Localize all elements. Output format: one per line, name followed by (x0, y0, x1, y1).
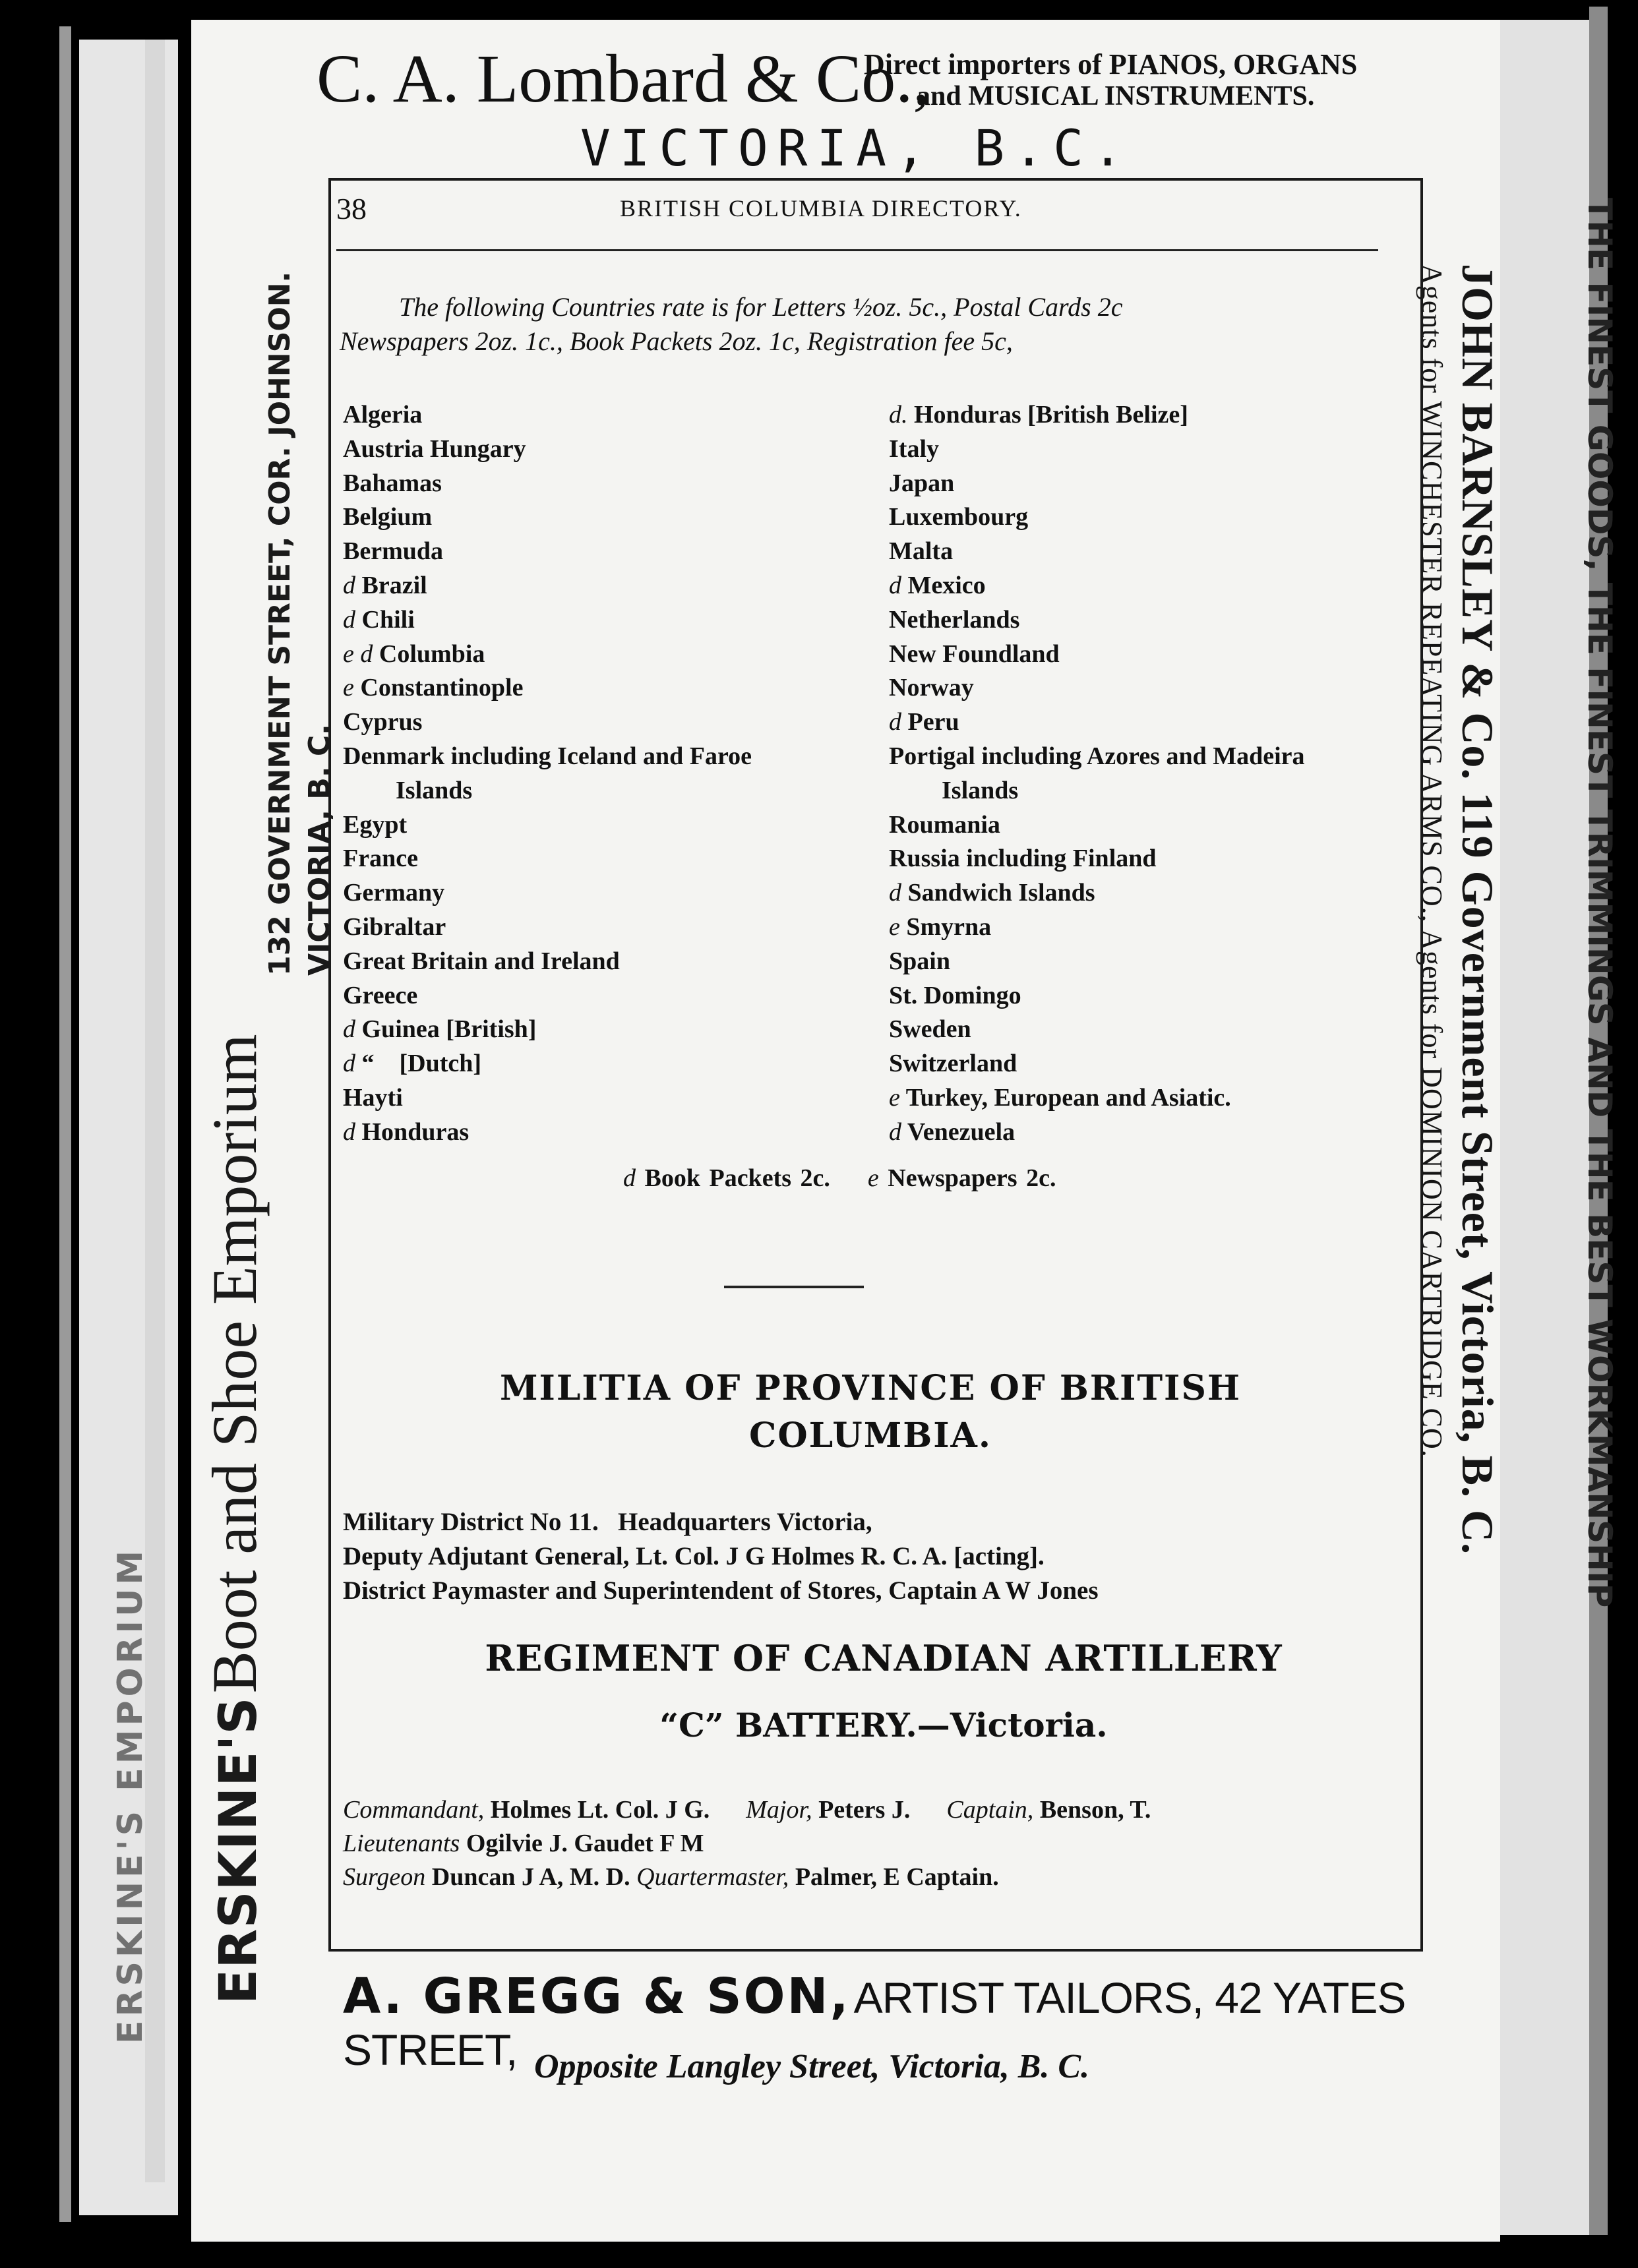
country-entry (343, 569, 884, 603)
country-name: Bahamas (343, 469, 442, 497)
country-name: Luxembourg (889, 503, 1029, 531)
country-name: “ [Dutch] (361, 1050, 482, 1078)
country-name: Germany (343, 879, 445, 907)
gregg-address: Opposite Langley Street, Victoria, B. C. (534, 2048, 1090, 2085)
country-name: Venezuela (907, 1118, 1016, 1146)
country-name: Turkey, European and Asiatic. (905, 1083, 1231, 1112)
country-name: Honduras [British Belize] (914, 401, 1188, 429)
country-name: Denmark including Iceland and Faroe (343, 742, 752, 770)
country-entry (889, 945, 1403, 979)
postal-intro-line2: Newspapers 2oz. 1c., Book Packets 2oz. 1c, Registration fee 5c, (340, 326, 1013, 356)
country-entry (343, 876, 884, 910)
captain-name: Benson, T. (1039, 1796, 1151, 1824)
left-outer-spine-text: ERSKINE'S EMPORIUM (111, 1546, 150, 2044)
gregg-advertisement (343, 1968, 1477, 2085)
country-rate-mark: d. (889, 401, 908, 429)
militia-line3: District Paymaster and Superintendent of Stores, Captain A W Jones (343, 1576, 1099, 1605)
country-name: Egypt (343, 810, 408, 839)
country-rate-mark: d (889, 708, 901, 736)
footnote-d-mark: d (623, 1164, 636, 1192)
erskine-address (260, 272, 340, 976)
erskine-address-line1: 132 GOVERNMENT STREET, COR. JOHNSON. (263, 271, 297, 976)
quartermaster-role: Quartermaster, (636, 1863, 789, 1891)
country-entry (343, 945, 884, 979)
country-entry (343, 500, 884, 535)
country-name: Greece (343, 981, 418, 1009)
country-entry (889, 433, 1403, 467)
victoria-header: VICTORIA, B.C. (580, 119, 1132, 177)
header-rule (336, 249, 1378, 251)
erskine-emporium: Boot and Shoe Emporium (199, 1034, 270, 1694)
country-rate-mark: d (343, 1118, 355, 1146)
country-entry (343, 433, 884, 467)
country-name: Constantinople (360, 674, 524, 702)
country-name: Sandwich Islands (907, 879, 1095, 907)
country-name: Islands (942, 776, 1019, 804)
country-entry (889, 535, 1403, 569)
country-entry (343, 638, 884, 672)
country-name: Gibraltar (343, 912, 446, 941)
major-role: Major, (746, 1796, 812, 1824)
country-name: Smyrna (906, 912, 992, 941)
footnote-e-text: Newspapers 2c. (888, 1164, 1056, 1192)
militia-line1: Military District No 11. Headquarters Victoria, (343, 1508, 872, 1536)
book-edge-right (1497, 20, 1589, 2235)
country-name: France (343, 845, 418, 873)
country-entry (889, 603, 1403, 638)
gregg-name: A. GREGG & SON, (343, 1968, 851, 2025)
country-name: Mexico (907, 571, 986, 599)
country-entry (343, 467, 884, 501)
lombard-line1: Direct importers of PIANOS, ORGANS (864, 48, 1358, 80)
country-entry (343, 910, 884, 945)
country-name: Malta (889, 537, 954, 566)
lieutenants-role: Lieutenants (343, 1830, 460, 1857)
country-name: Italy (889, 434, 939, 463)
lombard-advertisement (317, 40, 1490, 119)
country-name: Bermuda (343, 537, 443, 566)
country-entry (343, 398, 884, 433)
country-name: Hayti (343, 1083, 403, 1112)
country-entry (889, 398, 1403, 433)
country-name: Roumania (889, 810, 1000, 839)
barnsley-agents: Agents for WINCHESTER REPEATING ARMS CO., Agents for DOMINION CARTRIDGE CO. (1416, 264, 1448, 1458)
militia-heading (369, 1365, 1372, 1460)
country-name: Islands (396, 776, 473, 804)
country-entry (889, 1081, 1403, 1116)
country-entry (889, 774, 1403, 808)
country-entry (343, 979, 884, 1013)
country-name: Honduras (361, 1118, 470, 1146)
country-rate-mark: d (343, 605, 355, 634)
country-entry (889, 467, 1403, 501)
captain-role: Captain, (946, 1796, 1034, 1824)
country-rate-mark: d (889, 1118, 901, 1146)
section-divider (724, 1286, 864, 1288)
country-rate-mark: e (889, 912, 900, 941)
barnsley-name: JOHN BARNSLEY & Co. 119 Government Street, Victoria, B. C. (1453, 264, 1503, 1555)
country-name: Russia including Finland (889, 845, 1157, 873)
country-name: Columbia (379, 640, 485, 668)
footnote-e-mark: e (867, 1164, 879, 1192)
country-entry (343, 603, 884, 638)
country-entry (889, 1013, 1403, 1047)
country-rate-mark: d (889, 879, 901, 907)
country-name: Great Britain and Ireland (343, 947, 620, 975)
country-entry (343, 842, 884, 876)
country-rate-mark: d (889, 571, 901, 599)
gregg-business: ARTIST TAILORS, 42 YATES STREET, (343, 1973, 1406, 2074)
postal-footnote (623, 1164, 1056, 1193)
country-entry (889, 1047, 1403, 1081)
country-entry (889, 638, 1403, 672)
country-rate-mark: d (343, 1050, 355, 1078)
militia-details (343, 1505, 1398, 1608)
barnsley-advertisement (1415, 264, 1503, 1555)
country-entry (343, 671, 884, 705)
country-entry (343, 740, 884, 774)
country-rate-mark: d (343, 1015, 355, 1044)
page-number: 38 (336, 192, 367, 225)
militia-line2: Deputy Adjutant General, Lt. Col. J G Holmes R. C. A. [acting]. (343, 1542, 1045, 1570)
country-entry (343, 1013, 884, 1047)
country-name: Japan (889, 469, 955, 497)
running-head: BRITISH COLUMBIA DIRECTORY. (620, 195, 1022, 222)
postal-intro-line1: The following Countries rate is for Letters ½oz. 5c., Postal Cards 2c (399, 292, 1123, 322)
country-entry (889, 705, 1403, 740)
country-name: Sweden (889, 1015, 971, 1044)
country-entry (889, 740, 1403, 774)
country-name: St. Domingo (889, 981, 1021, 1009)
country-entry (343, 808, 884, 843)
country-entry (889, 842, 1403, 876)
officers-line2 (343, 1827, 1411, 1861)
country-entry (343, 1116, 884, 1150)
country-entry (889, 500, 1403, 535)
country-entry (889, 1116, 1403, 1150)
country-entry (343, 1047, 884, 1081)
country-name: Peru (907, 708, 959, 736)
country-name: Algeria (343, 401, 423, 429)
country-name: Switzerland (889, 1050, 1017, 1078)
postal-intro (340, 290, 1381, 359)
book-edge-left-dark (59, 26, 71, 2222)
country-rate-mark: e (889, 1083, 900, 1112)
footnote-d-text: Book Packets 2c. (644, 1164, 830, 1192)
country-name: Netherlands (889, 605, 1020, 634)
surgeon-name: Duncan J A, M. D. (431, 1863, 630, 1891)
right-outer-spine-text: THE FINEST GOODS, THE FINEST TRIMMINGS AND THE BEST WORKMANSHIP (1581, 198, 1619, 1608)
erskine-address-line2: VICTORIA, B. C. (303, 724, 336, 976)
country-entry (889, 569, 1403, 603)
countries-left-column (343, 398, 884, 1150)
surgeon-role: Surgeon (343, 1863, 426, 1891)
country-rate-mark: e d (343, 640, 373, 668)
regiment-heading: REGIMENT OF CANADIAN ARTILLERY (485, 1637, 1283, 1679)
militia-heading-line2: COLUMBIA. (748, 1416, 992, 1456)
country-entry (343, 774, 884, 808)
country-name: Portigal including Azores and Madeira (889, 742, 1305, 770)
erskine-name: ERSKINE'S (209, 1696, 268, 2004)
country-entry (889, 671, 1403, 705)
country-entry (889, 910, 1403, 945)
country-entry (889, 876, 1403, 910)
country-name: Belgium (343, 503, 433, 531)
officers-list (343, 1793, 1411, 1894)
country-entry (343, 705, 884, 740)
country-entry (343, 1081, 884, 1116)
country-entry (889, 979, 1403, 1013)
country-name: Norway (889, 674, 974, 702)
country-name: Chili (361, 605, 415, 634)
lombard-name: C. A. Lombard & Co., (317, 41, 930, 117)
commandant-name: Holmes Lt. Col. J G. (490, 1796, 710, 1824)
country-name: Spain (889, 947, 950, 975)
battery-heading: “C” BATTERY.—Victoria. (659, 1706, 1108, 1745)
country-rate-mark: e (343, 674, 354, 702)
country-entry (343, 535, 884, 569)
countries-right-column (889, 398, 1403, 1150)
lombard-line2: and MUSICAL INSTRUMENTS. (917, 81, 1315, 111)
country-name: New Foundland (889, 640, 1060, 668)
officers-line3 (343, 1861, 1411, 1894)
militia-heading-line1: MILITIA OF PROVINCE OF BRITISH (499, 1368, 1242, 1408)
country-rate-mark: d (343, 571, 355, 599)
officers-line1 (343, 1793, 1411, 1827)
country-name: Cyprus (343, 708, 423, 736)
country-name: Brazil (361, 571, 427, 599)
country-name: Guinea [British] (361, 1015, 537, 1044)
country-entry (889, 808, 1403, 843)
commandant-role: Commandant, (343, 1796, 485, 1824)
lieutenants-names: Ogilvie J. Gaudet F M (466, 1830, 704, 1857)
quartermaster-name: Palmer, E Captain. (795, 1863, 999, 1891)
major-name: Peters J. (818, 1796, 911, 1824)
country-name: Austria Hungary (343, 434, 526, 463)
